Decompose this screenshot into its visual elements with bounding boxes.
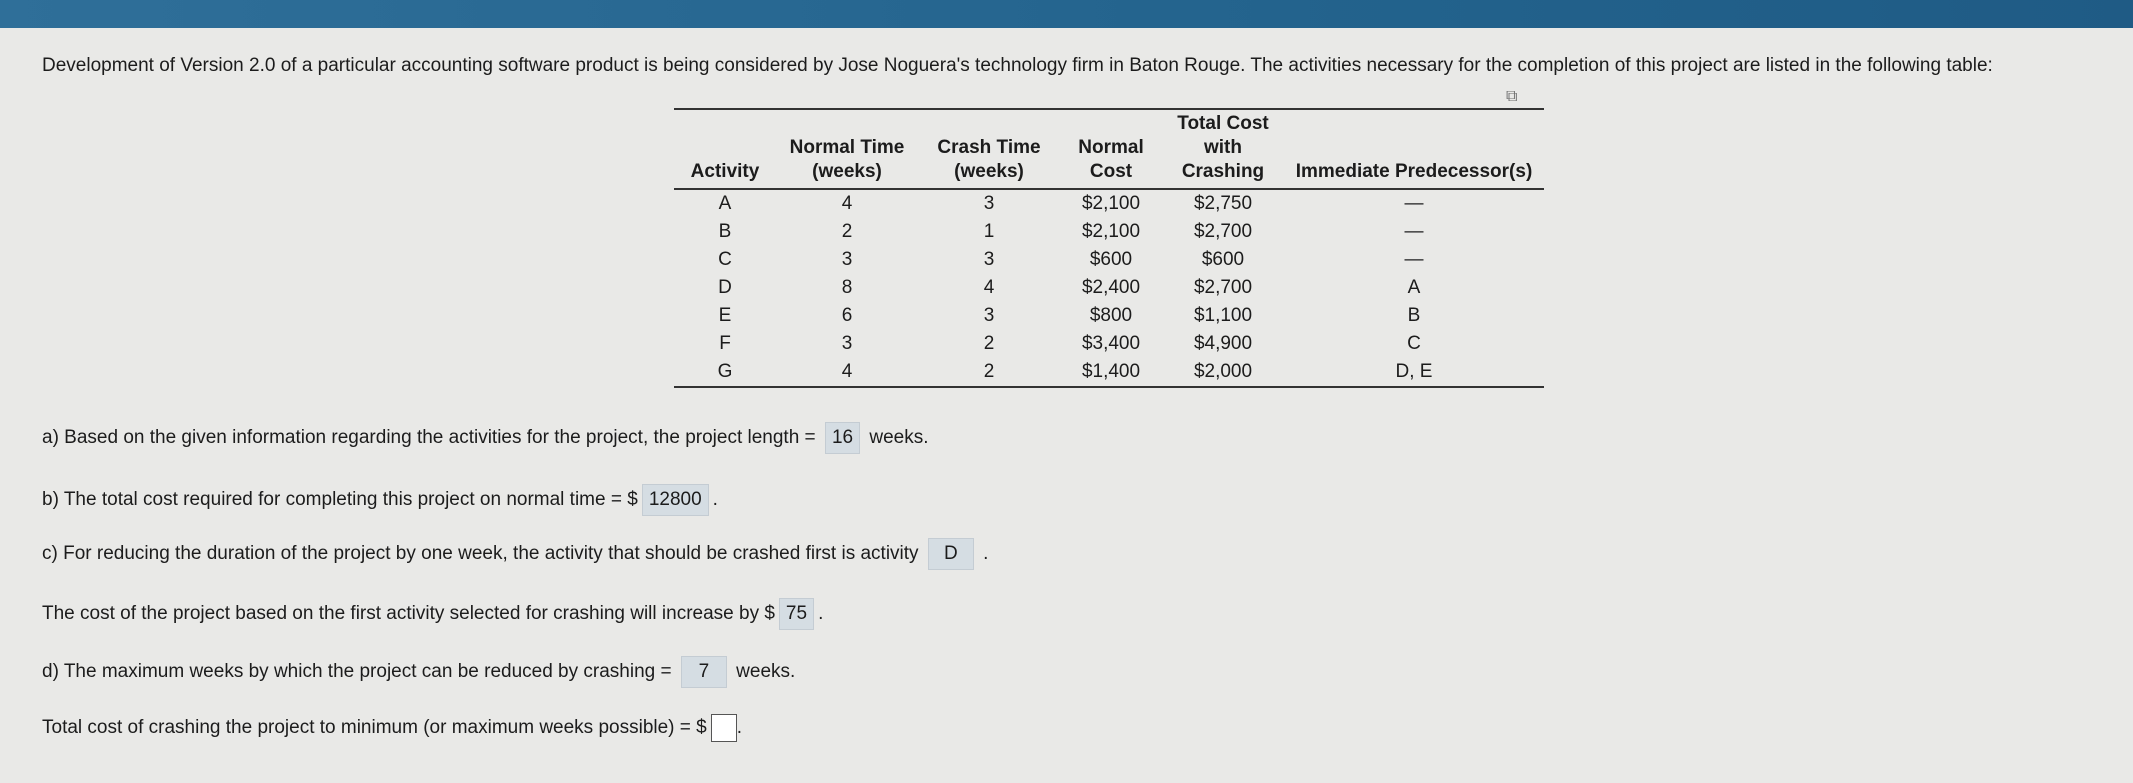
question-c2-text: The cost of the project based on the first activity selected for crashing will increase by $ [42,603,775,624]
question-a [42,420,929,456]
header-normal-cost: Normal Cost [1060,109,1162,189]
cell-predecessors: — [1404,221,1424,242]
answer-a-field[interactable]: 16 [825,422,860,454]
cell-activity: D [718,277,732,298]
problem-intro: Development of Version 2.0 of a particular accounting software product is being considered by Jose Noguera's technology firm in Baton Rouge. The activities necessary for the completion of this project are listed in the following table: [42,55,1993,76]
answer-c-field[interactable]: D [928,538,974,570]
cell-crash-time: 3 [983,193,995,214]
cell-normal-time: 3 [841,249,853,270]
cell-total-cost: $600 [1201,249,1245,270]
question-c2-suffix: . [818,603,824,624]
question-b [42,482,718,518]
cell-crash-time: 3 [983,249,995,270]
cell-normal-time: 2 [841,221,853,242]
cell-crash-time: 2 [983,333,995,354]
answer-b-field[interactable]: 12800 [642,484,709,516]
question-c-suffix: . [983,543,989,564]
question-c2 [42,596,823,632]
cell-predecessors: — [1404,249,1424,270]
cell-activity: G [717,361,733,382]
table-row [674,246,1544,274]
question-c-text: c) For reducing the duration of the project by one week, the activity that should be crashed first is activity [42,543,919,564]
cell-crash-time: 1 [983,221,995,242]
answer-c2-field[interactable]: 75 [779,598,814,630]
cell-total-cost: $2,700 [1193,221,1253,242]
question-b-suffix: . [712,489,718,510]
question-d-suffix: weeks. [736,661,796,682]
cell-normal-time: 3 [841,333,853,354]
top-header-bar [0,0,2133,28]
table-row [674,274,1544,302]
table-row [674,218,1544,246]
cell-predecessors: D, E [1395,361,1433,382]
cell-normal-time: 6 [841,305,853,326]
answer-d-field[interactable]: 7 [681,656,727,688]
cell-total-cost: $1,100 [1193,305,1253,326]
cell-normal-cost: $3,400 [1081,333,1141,354]
question-d2-suffix: . [736,717,743,738]
question-d2 [42,710,742,746]
cell-activity: C [718,249,732,270]
header-total-cost-crashing: Total Cost with Crashing [1162,109,1284,189]
cell-total-cost: $2,750 [1193,193,1253,214]
cell-predecessors: B [1407,305,1421,326]
cell-total-cost: $2,000 [1193,361,1253,382]
cell-normal-time: 4 [841,361,853,382]
cell-normal-cost: $2,400 [1081,277,1141,298]
table-header-row [674,109,1544,189]
cell-activity: F [719,333,731,354]
copy-table-icon[interactable]: ⧉ [1506,88,1518,105]
question-c [42,536,988,572]
table-row [674,358,1544,387]
cell-crash-time: 4 [983,277,995,298]
header-activity: Activity [674,109,776,189]
question-d2-text: Total cost of crashing the project to minimum (or maximum weeks possible) = $ [42,717,707,738]
answer-d2-input[interactable] [711,714,737,742]
cell-total-cost: $4,900 [1193,333,1253,354]
cell-normal-cost: $2,100 [1081,193,1141,214]
question-a-text: a) Based on the given information regarding the activities for the project, the project length = [42,427,816,448]
cell-normal-cost: $1,400 [1081,361,1141,382]
table-row [674,330,1544,358]
cell-normal-time: 4 [841,193,853,214]
cell-activity: A [718,193,732,214]
cell-activity: E [718,305,732,326]
header-crash-time: Crash Time (weeks) [918,109,1060,189]
question-b-text: b) The total cost required for completing this project on normal time = $ [42,489,638,510]
cell-normal-cost: $600 [1089,249,1133,270]
cell-normal-time: 8 [841,277,853,298]
question-d-text: d) The maximum weeks by which the project can be reduced by crashing = [42,661,672,682]
activity-table-container [674,88,1544,388]
cell-normal-cost: $800 [1089,305,1133,326]
cell-crash-time: 2 [983,361,995,382]
table-row [674,302,1544,330]
cell-predecessors: — [1404,193,1424,214]
header-immediate-predecessors: Immediate Predecessor(s) [1284,109,1544,189]
cell-predecessors: C [1407,333,1421,354]
cell-crash-time: 3 [983,305,995,326]
cell-total-cost: $2,700 [1193,277,1253,298]
question-a-suffix: weeks. [869,427,929,448]
cell-normal-cost: $2,100 [1081,221,1141,242]
question-d [42,654,795,690]
table-row [674,189,1544,218]
activity-table [674,108,1544,388]
cell-predecessors: A [1407,277,1421,298]
header-normal-time: Normal Time (weeks) [776,109,918,189]
cell-activity: B [718,221,732,242]
